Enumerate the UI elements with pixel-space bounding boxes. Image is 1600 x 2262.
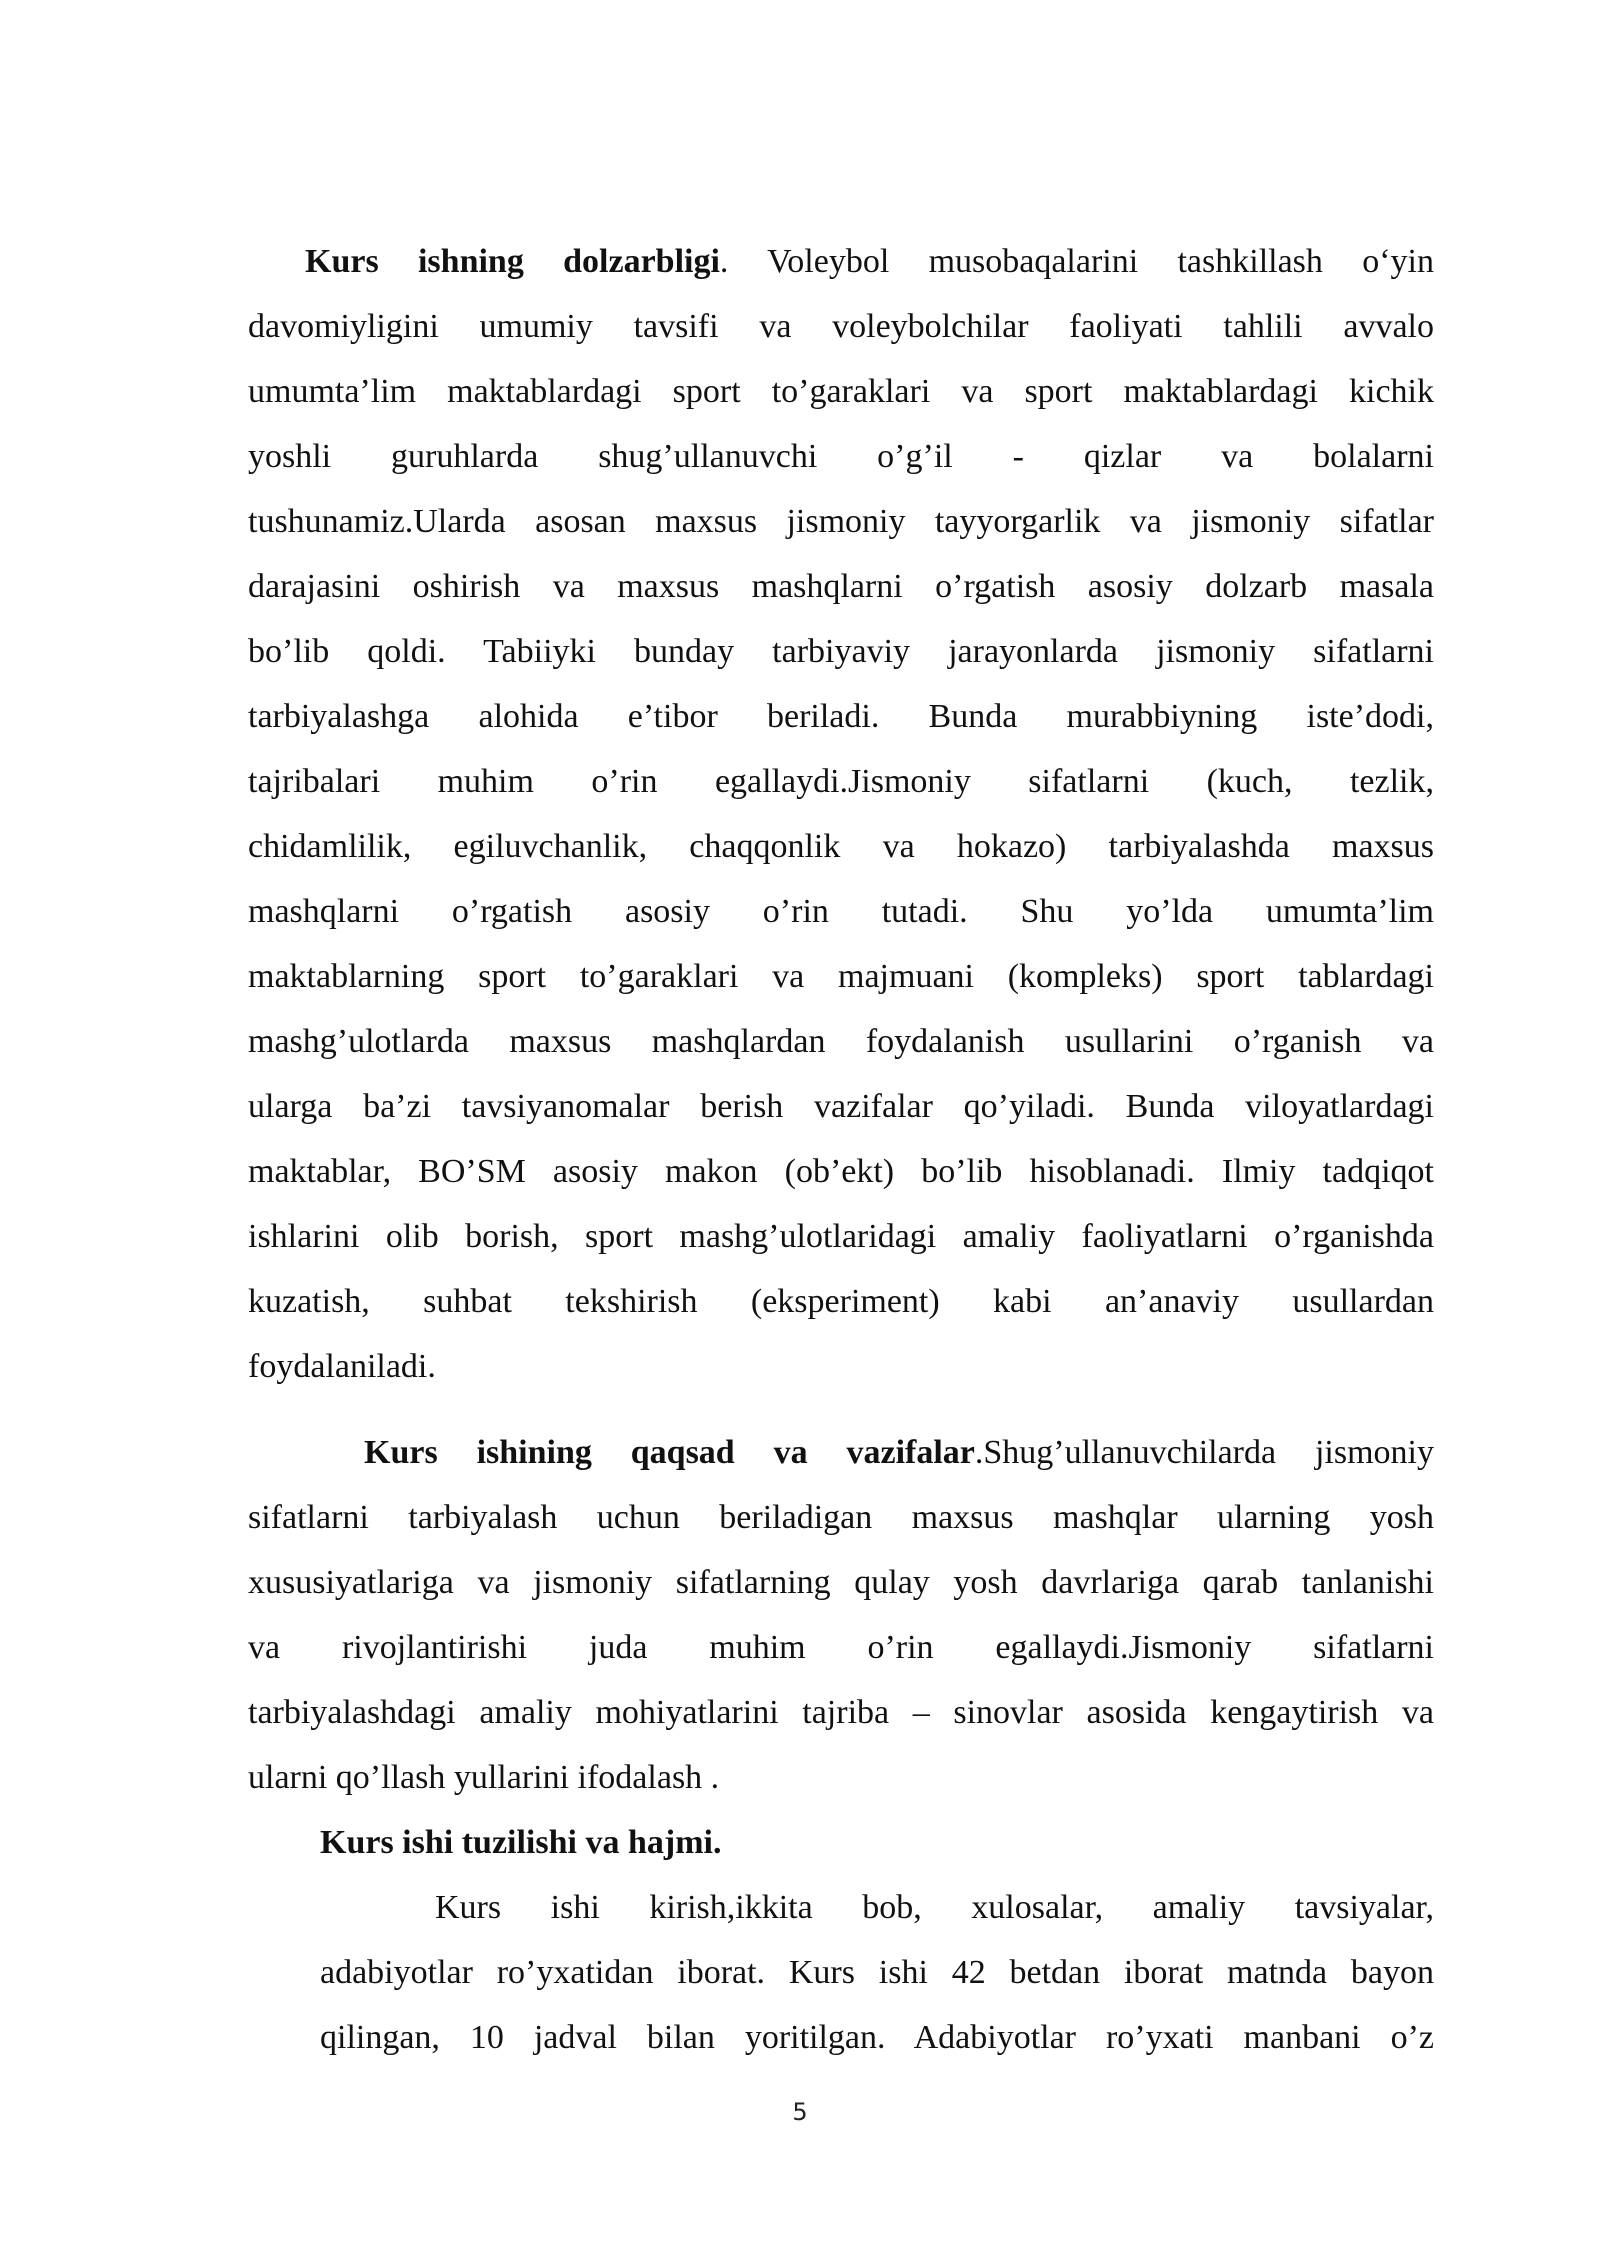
paragraph-text: . Voleybol musobaqalarini tashkillash o‘yin — [719, 243, 1434, 280]
paragraph-line: foydalaniladi. — [248, 1348, 436, 1385]
paragraph-line: qilingan, 10 jadval bilan yoritilgan. Adabiyotlar ro’yxati manbani o’z — [320, 2019, 1434, 2056]
paragraph-line: va rivojlantirishi juda muhim o’rin egallaydi.Jismoniy sifatlarni — [248, 1629, 1434, 1666]
paragraph-line: ularni qo’llash yullarini ifodalash . — [248, 1759, 720, 1796]
relevance-paragraph — [248, 229, 1434, 1399]
paragraph-line: darajasini oshirish va maxsus mashqlarni o’rgatish asosiy dolzarb masala — [248, 568, 1434, 605]
paragraph-line: chidamlilik, egiluvchanlik, chaqqonlik va hokazo) tarbiyalashda maxsus — [248, 828, 1434, 865]
paragraph-line — [248, 1420, 1434, 1485]
paragraph-line: mashg’ulotlarda maxsus mashqlardan foydalanish usullarini o’rganish va — [248, 1023, 1434, 1060]
paragraph-line: bo’lib qoldi. Tabiiyki bunday tarbiyaviy jarayonlarda jismoniy sifatlarni — [248, 633, 1434, 670]
paragraph-line: maktablarning sport to’garaklari va majmuani (kompleks) sport tablardagi — [248, 958, 1434, 995]
relevance-heading: Kurs ishning dolzarbligi — [305, 243, 720, 280]
paragraph-line: ularga ba’zi tavsiyanomalar berish vazifalar qo’yiladi. Bunda viloyatlardagi — [248, 1088, 1434, 1125]
paragraph-text: .Shug’ullanuvchilarda jismoniy — [974, 1434, 1434, 1471]
paragraph-line: Kurs ishi kirish,ikkita bob, xulosalar, amaliy tavsiyalar, — [435, 1889, 1434, 1926]
structure-heading: Kurs ishi tuzilishi va hajmi. — [320, 1824, 722, 1861]
paragraph-line: xususiyatlariga va jismoniy sifatlarning qulay yosh davrlariga qarab tanlanishi — [248, 1564, 1434, 1601]
paragraph-line: yoshli guruhlarda shug’ullanuvchi o’g’il - qizlar va bolalarni — [248, 438, 1434, 475]
page-number: 5 — [792, 2098, 808, 2126]
structure-heading-block — [320, 1810, 1434, 1875]
paragraph-line: maktablar, BO’SM asosiy makon (ob’ekt) bo’lib hisoblanadi. Ilmiy tadqiqot — [248, 1153, 1434, 1190]
paragraph-line: tushunamiz.Ularda asosan maxsus jismoniy tayyorgarlik va jismoniy sifatlar — [248, 503, 1434, 540]
paragraph-line: ishlarini olib borish, sport mashg’ulotlaridagi amaliy faoliyatlarni o’rganishda — [248, 1218, 1434, 1255]
paragraph-line: tarbiyalashdagi amaliy mohiyatlarini tajriba – sinovlar asosida kengaytirish va — [248, 1694, 1434, 1731]
paragraph-line: davomiyligini umumiy tavsifi va voleybolchilar faoliyati tahlili avvalo — [248, 308, 1434, 345]
paragraph-line: tajribalari muhim o’rin egallaydi.Jismoniy sifatlarni (kuch, tezlik, — [248, 763, 1434, 800]
goals-paragraph — [248, 1420, 1434, 1810]
paragraph-line: sifatlarni tarbiyalash uchun beriladigan maxsus mashqlar ularning yosh — [248, 1499, 1434, 1536]
paragraph-line: umumta’lim maktablardagi sport to’garaklari va sport maktablardagi kichik — [248, 373, 1434, 410]
paragraph-line: mashqlarni o’rgatish asosiy o’rin tutadi. Shu yo’lda umumta’lim — [248, 893, 1434, 930]
paragraph-line: kuzatish, suhbat tekshirish (eksperiment) kabi an’anaviy usullardan — [248, 1283, 1434, 1320]
paragraph-line — [248, 229, 1434, 294]
paragraph-line: tarbiyalashga alohida e’tibor beriladi. Bunda murabbiyning iste’dodi, — [248, 698, 1434, 735]
structure-paragraph — [320, 1875, 1434, 2070]
paragraph-line: adabiyotlar ro’yxatidan iborat. Kurs ishi 42 betdan iborat matnda bayon — [320, 1954, 1434, 1991]
goals-heading: Kurs ishining qaqsad va vazifalar — [364, 1434, 975, 1471]
